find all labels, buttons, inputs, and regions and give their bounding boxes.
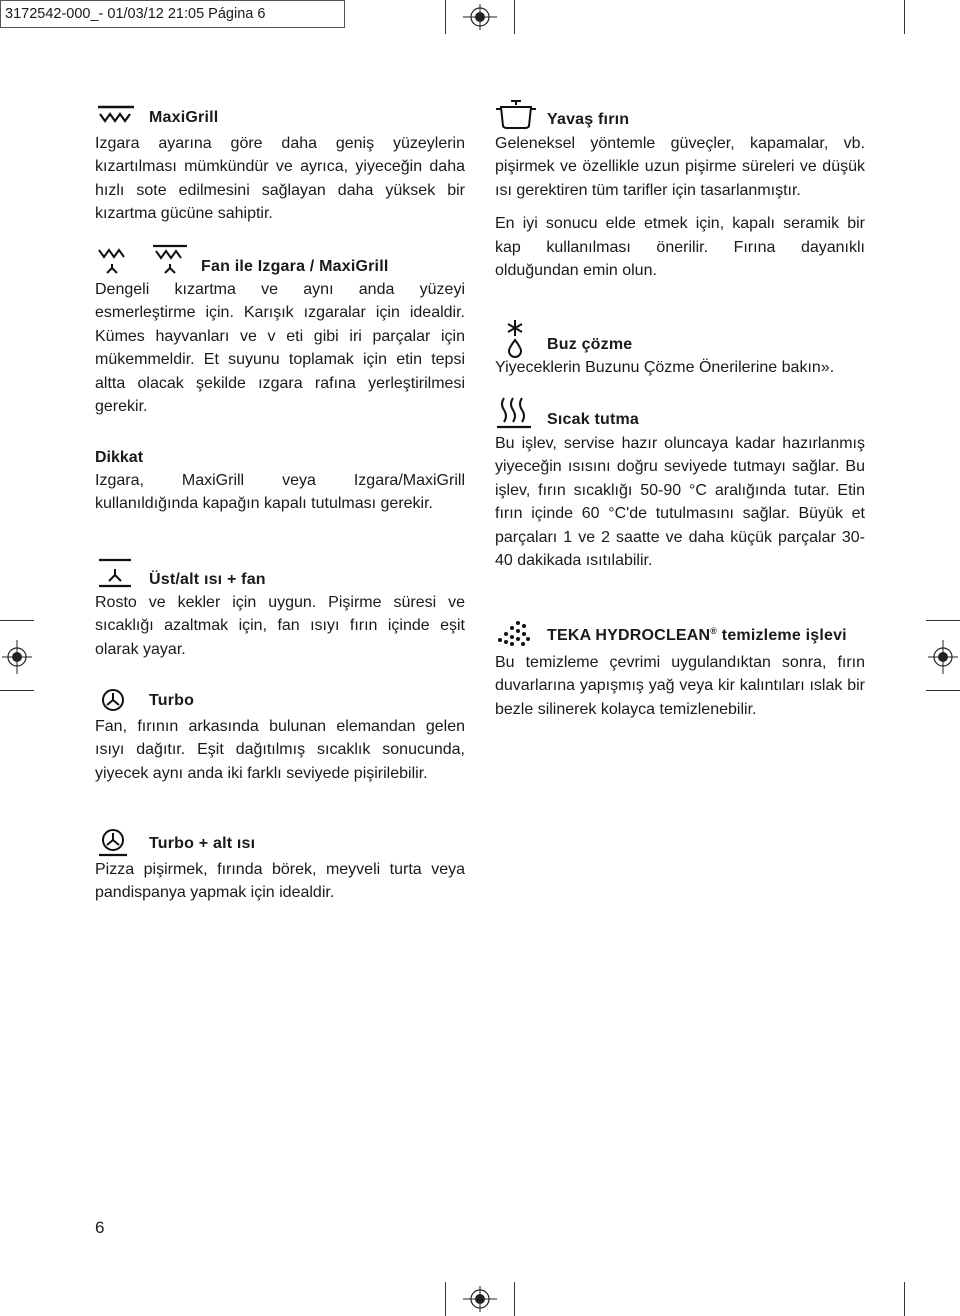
hydroclean-brand: TEKA HYDROCLEAN [547, 627, 711, 644]
crop-mark [926, 620, 960, 621]
registration-mark-icon [463, 4, 497, 30]
steam-icon [495, 394, 533, 430]
section-title [547, 626, 847, 645]
section-text: Yiyeceklerin Buzunu Çözme Önerilerine bakın». [495, 359, 835, 376]
turbo-bottom-icon [95, 828, 131, 858]
section-title: Buz çözme [547, 336, 633, 353]
crop-mark [0, 620, 34, 621]
section-hydroclean [495, 618, 865, 721]
section-title: Turbo + alt ısı [149, 835, 256, 852]
section-dikkat [95, 446, 465, 516]
fan-maxigrill-icon [151, 244, 189, 276]
section-text: En iyi sonucu elde etmek için, kapalı seramik bir kap kullanılması önerilir. Fırına dayanıklı olduğundan emin olun. [495, 215, 865, 280]
section-keep-warm [495, 394, 865, 572]
crop-mark [514, 1282, 515, 1316]
section-title: Fan ile Izgara / MaxiGrill [201, 258, 389, 275]
section-text: Rosto ve kekler için uygun. Pişirme süresi ve sıcaklığı azaltmak için, fan ısıyı fırın içinde eşit olarak yayar. [95, 594, 465, 658]
registration-mark-icon [463, 1286, 497, 1312]
crop-mark [904, 0, 905, 34]
hydroclean-icon [495, 618, 531, 648]
defrost-icon [495, 318, 535, 358]
section-text: Dengeli kızartma ve aynı anda yüzeyi esmerleştirme için. Karışık ızgaralar için idealdir. Kümes hayvanları ve v eti gibi iri parçalar için mükemmeldir. Et suyunu toplamak için etin tepsi altta olacak şekilde ızgara rafına yerleştirilmesi gerekir. [95, 281, 465, 416]
section-title: Sıcak tutma [547, 411, 640, 428]
section-top-bottom-fan [95, 557, 465, 661]
section-turbo-bottom [95, 828, 465, 905]
pot-icon [495, 98, 537, 130]
turbo-fan-icon [95, 687, 131, 713]
section-title: Yavaş fırın [547, 111, 630, 128]
section-title: Dikkat [95, 449, 144, 466]
section-maxigrill [95, 104, 465, 226]
registration-mark-icon [2, 640, 32, 674]
section-text: Izgara, MaxiGrill veya Izgara/MaxiGrill kullanıldığında kapağın kapalı tutulması gerekir. [95, 472, 465, 513]
section-title: MaxiGrill [149, 109, 219, 126]
crop-mark [445, 0, 446, 34]
section-title: Üst/alt ısı + fan [149, 571, 266, 588]
registered-mark: ® [710, 626, 718, 636]
fan-grill-icon [95, 244, 129, 276]
section-text: Bu işlev, servise hazır oluncaya kadar hazırlanmış yiyeceğin ısısını doğru seviyede tutmayı sağlar. Bu işlev, fırın sıcaklığı 50-90 °C aralığında tutar. Etin fırın içinde 60 °C'de tutulmasını sağlar. Büyük et parçaları 1 ve 2 saatte ve daha küçük parçalar 30-40 dakikada ısıtılabilir. [495, 435, 865, 570]
section-turbo [95, 687, 465, 785]
crop-mark [904, 1282, 905, 1316]
section-title: Turbo [149, 692, 195, 709]
section-fan-grill [95, 244, 465, 418]
section-slow-oven [495, 98, 865, 282]
hydroclean-suffix: temizleme işlevi [717, 627, 847, 644]
maxigrill-icon [95, 104, 137, 128]
section-text: Geleneksel yöntemle güveçler, kapamalar, vb. pişirmek ve özellikle uzun pişirme süreleri ve düşük ısı gerektiren tüm tarifler için tasarlanmıştır. [495, 135, 865, 199]
print-slug: 3172542-000_- 01/03/12 21:05 Página 6 [0, 0, 345, 28]
top-bottom-fan-icon [95, 557, 135, 589]
crop-mark [445, 1282, 446, 1316]
section-text: Bu temizleme çevrimi uygulandıktan sonra, fırın duvarlarına yapışmış yağ veya kir kalıntıları ıslak bir bezle silinerek kolayca temizlenebilir. [495, 654, 865, 718]
section-text: Izgara ayarına göre daha geniş yüzeylerin kızartılması mümkündür ve ayrıca, yiyeceğin daha hızlı sote edilmesini sağlayan daha yüksek bir kızartma gücüne sahiptir. [95, 135, 465, 223]
section-defrost [495, 318, 865, 379]
section-text: Fan, fırının arkasında bulunan elemandan gelen ısıyı dağıtır. Eşit dağıtılmış sıcaklık sonucunda, yiyecek aynı anda iki farklı seviyede pişirilebilir. [95, 718, 465, 782]
section-text: Pizza pişirmek, fırında börek, meyveli turta veya pandispanya yapmak için idealdir. [95, 861, 465, 902]
crop-mark [926, 690, 960, 691]
page-number: 6 [95, 1218, 105, 1237]
crop-mark [0, 690, 34, 691]
registration-mark-icon [928, 640, 958, 674]
crop-mark [514, 0, 515, 34]
